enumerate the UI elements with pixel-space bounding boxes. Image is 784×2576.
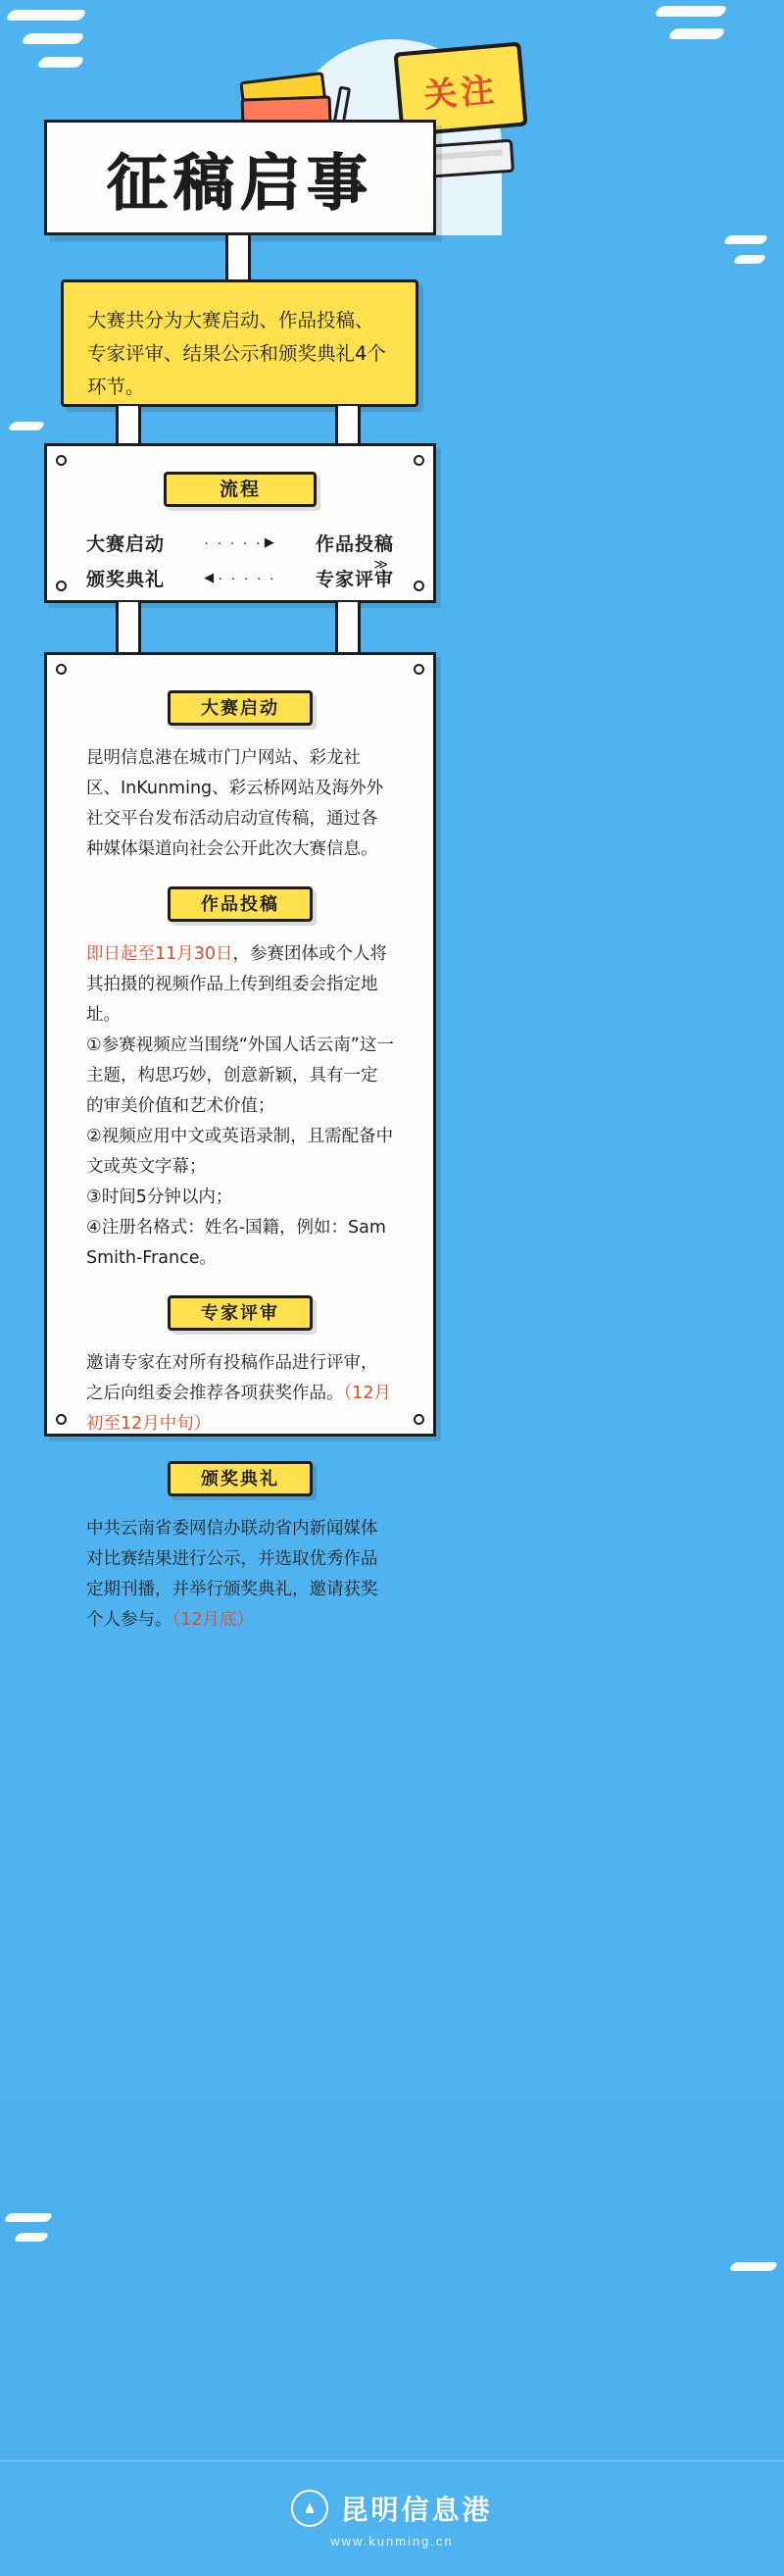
flow-row-top	[86, 525, 394, 560]
section-tag-review: 专家评审	[168, 1295, 313, 1331]
flow-row-bottom	[86, 560, 394, 595]
flow-title-tag: 流程	[164, 472, 317, 507]
flow-arrow-right-icon: · · · · · ▶	[165, 534, 316, 551]
connector-post-4	[116, 602, 141, 653]
section-text-submission-lead	[86, 939, 394, 1031]
decorative-stripes-bottom-right	[731, 2262, 776, 2282]
section-tag-launch: 大赛启动	[168, 690, 313, 726]
footer-brand	[291, 2489, 492, 2528]
connector-post-1	[225, 235, 251, 282]
flow-arrow-down-icon: ≫	[373, 556, 388, 572]
notice-text: 大赛共分为大赛启动、作品投稿、专家评审、结果公示和颁奖典礼4个环节。	[87, 309, 386, 398]
rivet-icon	[56, 581, 67, 591]
section-text-ceremony	[86, 1514, 394, 1636]
flow-step-submission: 作品投稿	[315, 532, 394, 555]
flow-step-ceremony: 颁奖典礼	[86, 568, 166, 590]
section-text-review	[86, 1348, 394, 1440]
connector-post-5	[335, 602, 361, 653]
footer	[0, 2460, 784, 2576]
section-tag-ceremony: 颁奖典礼	[168, 1461, 313, 1496]
section-text-launch: 昆明信息港在城市门户网站、彩龙社区、InKunming、彩云桥网站及海外外社交平台发布活动启动宣传稿，通过各种媒体渠道向社会公开此次大赛信息。	[86, 748, 384, 859]
review-body: 邀请专家在对所有投稿作品进行评审，之后向组委会推荐各项获奖作品。	[86, 1353, 378, 1403]
flow-step-launch: 大赛启动	[86, 532, 166, 555]
submission-lead-rest: ，参赛团体或个人将其拍摄的视频作品上传到组委会指定地址。	[86, 944, 388, 1025]
content-panel	[44, 652, 436, 1630]
rivet-icon	[414, 664, 424, 675]
rivet-icon	[414, 581, 424, 591]
review-date-highlight: （12月初至12月中旬）	[86, 1384, 392, 1434]
rivet-icon	[56, 455, 67, 466]
ceremony-body: 中共云南省委网信办联动省内新闻媒体对比赛结果进行公示，并选取优秀作品定期刊播，并举行颁奖典礼，邀请获奖个人参与。	[86, 1519, 378, 1630]
decorative-stripes-middle-left	[10, 422, 43, 440]
connector-post-3	[335, 406, 361, 445]
submission-item-4: ④注册名格式：姓名-国籍，例如：Sam Smith-France。	[86, 1218, 386, 1268]
brand-url: www.kunming.cn	[330, 2534, 454, 2549]
monitor-screen-text: 关注	[421, 70, 500, 116]
submission-item-3: ③时间5分钟以内；	[86, 1187, 233, 1207]
ceremony-date-highlight: （12月底）	[172, 1610, 255, 1630]
connector-post-2	[116, 406, 141, 445]
rivet-icon	[414, 1414, 424, 1425]
brand-logo-icon	[291, 2490, 328, 2527]
flow-panel	[44, 443, 436, 603]
brand-name: 昆明信息港	[340, 2494, 493, 2526]
rivet-icon	[56, 664, 67, 675]
flow-arrow-left-icon: ◀ · · · · ·	[165, 570, 316, 586]
decorative-stripes-bottom-left	[6, 2213, 51, 2252]
page-title-text: 征稿启事	[106, 146, 373, 219]
flow-step-review: 专家评审	[315, 568, 394, 590]
rivet-icon	[414, 455, 424, 466]
submission-item-1: ①参赛视频应当围绕“外国人话云南”这一主题，构思巧妙，创意新颖，具有一定的审美价值和艺术价值；	[86, 1035, 394, 1116]
flow-diagram	[86, 525, 394, 595]
submission-item-2: ②视频应用中文或英语录制，且需配备中文或英文字幕；	[86, 1127, 394, 1177]
deadline-highlight: 即日起至11月30日	[86, 944, 233, 964]
rivet-icon	[56, 1414, 67, 1425]
page-title	[44, 120, 436, 235]
notice-box	[61, 279, 418, 407]
section-tag-submission: 作品投稿	[168, 886, 313, 922]
